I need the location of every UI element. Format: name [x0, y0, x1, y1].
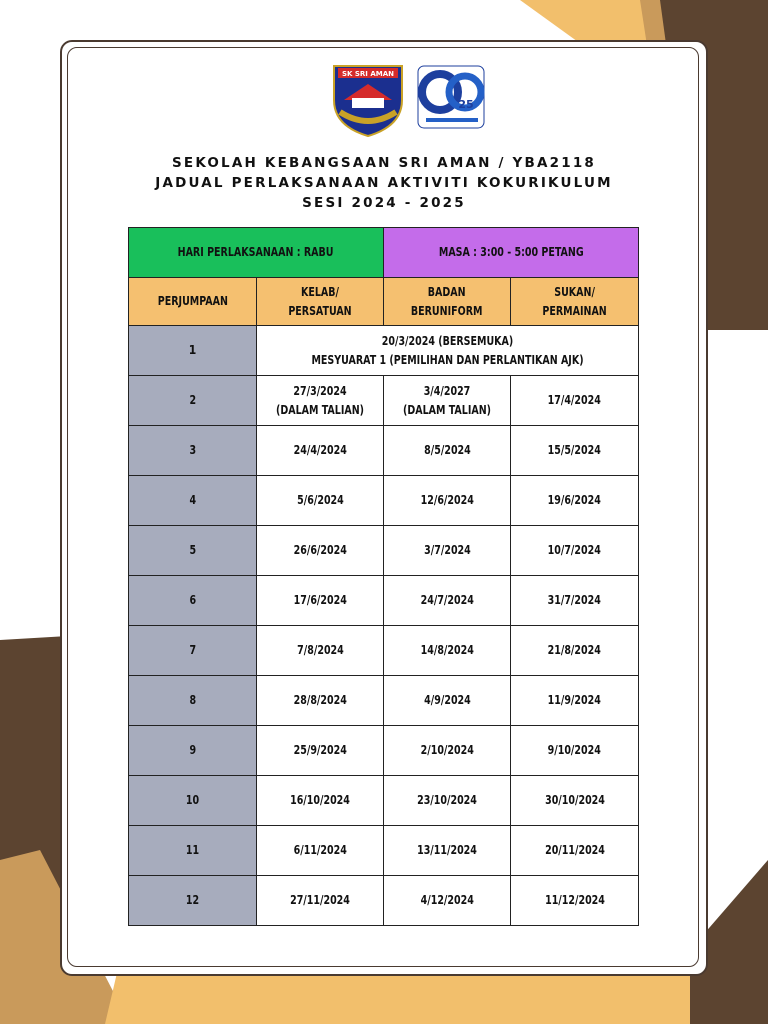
table-row [129, 826, 639, 876]
badan-date: 24/7/2024 [384, 576, 511, 626]
title-line-3: SESI 2024 - 2025 [302, 195, 466, 211]
schedule-table [128, 227, 639, 926]
school-crest-icon [330, 60, 490, 140]
sukan-date: 19/6/2024 [511, 476, 639, 526]
table-row [129, 526, 639, 576]
sukan-date: 9/10/2024 [511, 726, 639, 776]
sukan-date: 31/7/2024 [511, 576, 639, 626]
day-header: HARI PERLAKSANAAN : RABU [129, 228, 384, 278]
kelab-date: 26/6/2024 [257, 526, 384, 576]
badan-date: 12/6/2024 [384, 476, 511, 526]
badan-date: 4/12/2024 [384, 876, 511, 926]
badan-date: 14/8/2024 [384, 626, 511, 676]
title-line-2: JADUAL PERLAKSANAAN AKTIVITI KOKURIKULUM [155, 175, 613, 191]
column-header: PERJUMPAAN [129, 278, 257, 326]
meeting-number: 9 [129, 726, 257, 776]
table-row [129, 876, 639, 926]
meeting-number: 7 [129, 626, 257, 676]
sukan-date: 21/8/2024 [511, 626, 639, 676]
badan-date: 2/10/2024 [384, 726, 511, 776]
badan-date: 23/10/2024 [384, 776, 511, 826]
meeting-number: 2 [129, 376, 257, 426]
table-row [129, 576, 639, 626]
kelab-date: 5/6/2024 [257, 476, 384, 526]
kelab-date: 17/6/2024 [257, 576, 384, 626]
table-row [129, 726, 639, 776]
kelab-date: 27/3/2024 (DALAM TALIAN) [257, 376, 384, 426]
badan-date: 4/9/2024 [384, 676, 511, 726]
column-header: BADAN BERUNIFORM [384, 278, 511, 326]
badan-date: 8/5/2024 [384, 426, 511, 476]
svg-text:SK SRI AMAN: SK SRI AMAN [341, 70, 395, 78]
meeting-number: 4 [129, 476, 257, 526]
sukan-date: 11/9/2024 [511, 676, 639, 726]
meeting-number: 12 [129, 876, 257, 926]
table-row [129, 626, 639, 676]
kelab-date: 7/8/2024 [257, 626, 384, 676]
badan-date: 3/7/2024 [384, 526, 511, 576]
sukan-date: 11/12/2024 [511, 876, 639, 926]
kelab-date: 6/11/2024 [257, 826, 384, 876]
meeting-number: 11 [129, 826, 257, 876]
sukan-date: 10/7/2024 [511, 526, 639, 576]
table-row [129, 676, 639, 726]
first-meeting-cell: 20/3/2024 (BERSEMUKA) MESYUARAT 1 (PEMILIHAN DAN PERLANTIKAN AJK) [257, 326, 639, 376]
kelab-date: 16/10/2024 [257, 776, 384, 826]
table-row [129, 476, 639, 526]
title-line-1: SEKOLAH KEBANGSAAN SRI AMAN / YBA2118 [171, 155, 597, 171]
column-header: SUKAN/ PERMAINAN [511, 278, 639, 326]
meeting-number: 5 [129, 526, 257, 576]
logos [330, 60, 490, 140]
svg-text:25: 25 [458, 98, 474, 111]
meeting-number: 10 [129, 776, 257, 826]
kelab-date: 25/9/2024 [257, 726, 384, 776]
kelab-date: 28/8/2024 [257, 676, 384, 726]
sukan-date: 30/10/2024 [511, 776, 639, 826]
sukan-date: 17/4/2024 [511, 376, 639, 426]
meeting-number: 8 [129, 676, 257, 726]
table-row [129, 376, 639, 426]
meeting-number: 3 [129, 426, 257, 476]
badan-date: 3/4/2027 (DALAM TALIAN) [384, 376, 511, 426]
badan-date: 13/11/2024 [384, 826, 511, 876]
time-header: MASA : 3:00 - 5:00 PETANG [384, 228, 639, 278]
column-header: KELAB/ PERSATUAN [257, 278, 384, 326]
meeting-number: 6 [129, 576, 257, 626]
kelab-date: 27/11/2024 [257, 876, 384, 926]
table-row [129, 776, 639, 826]
sukan-date: 20/11/2024 [511, 826, 639, 876]
meeting-number: 1 [129, 326, 257, 376]
kelab-date: 24/4/2024 [257, 426, 384, 476]
table-row [129, 426, 639, 476]
sukan-date: 15/5/2024 [511, 426, 639, 476]
